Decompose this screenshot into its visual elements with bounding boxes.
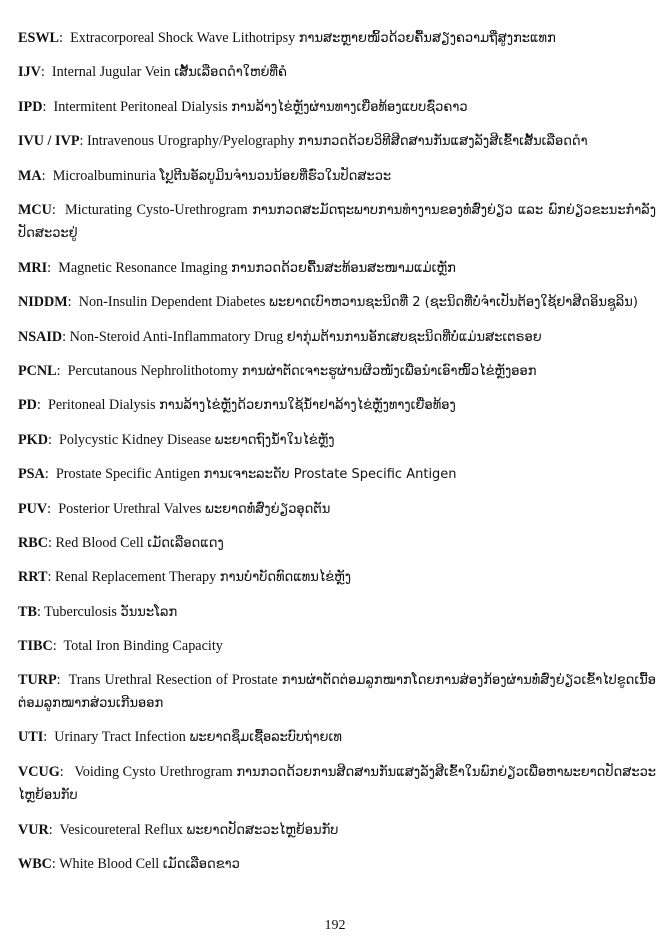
english-expansion: Intermitent Peritoneal Dialysis	[53, 98, 228, 115]
english-expansion: Magnetic Resonance Imaging	[58, 259, 228, 276]
abbreviation-term: PCNL	[18, 363, 57, 380]
abbreviation-term: ESWL	[18, 30, 60, 46]
abbreviation-separator: :	[56, 363, 68, 380]
abbreviation-term: IJV	[18, 64, 41, 81]
abbreviation-term: TIBC	[18, 638, 53, 655]
abbreviation-entry	[18, 429, 656, 453]
abbreviation-term: WBC	[18, 856, 52, 873]
abbreviation-entry	[18, 326, 656, 350]
abbreviation-term: PD	[18, 397, 37, 414]
abbreviation-term: PSA	[18, 466, 45, 483]
abbreviation-term: MA	[18, 167, 42, 184]
abbreviation-separator: :	[47, 569, 55, 586]
abbreviation-separator: :	[67, 294, 79, 311]
abbreviation-term: IPD	[18, 98, 43, 115]
lao-translation: ການລ້າງໄຂ່ຫຼັງຜ່ານທາງເຍື່ອທ້ອງແບບຊົ່ວຄາວ	[231, 99, 468, 115]
abbreviation-entry	[18, 761, 656, 808]
abbreviation-term: MCU	[18, 201, 52, 218]
abbreviation-entry	[18, 360, 656, 384]
abbreviation-separator: :	[47, 534, 56, 551]
lao-translation: ຢາກຸ່ມຕ້ານການອັກເສບຊະນິດທີ່ບໍ່ແມ່ນສະເຕຣອຍ	[286, 329, 542, 345]
abbreviation-separator: :	[52, 638, 64, 655]
lao-translation: ການກວດດ້ວຍຄື້ນສະທ້ອນສະໜາມແມ່ເຫຼັກ	[231, 260, 456, 276]
abbreviation-entry	[18, 27, 656, 51]
english-expansion: Non-Steroid Anti-Inflammatory Drug	[69, 328, 284, 345]
abbreviation-separator: :	[51, 201, 65, 218]
lao-translation: ພະຍາດຊຶມເຊື້ອລະບົບຖ່າຍເທ	[189, 730, 342, 746]
english-expansion: White Blood Cell	[59, 856, 160, 873]
english-expansion: Urinary Tract Infection	[54, 729, 186, 746]
abbreviation-entry	[18, 853, 656, 877]
abbreviation-separator: :	[36, 603, 45, 620]
abbreviation-separator: :	[59, 763, 75, 780]
abbreviation-term: RBC	[18, 534, 48, 551]
abbreviation-entry	[18, 130, 656, 154]
english-expansion: Renal Replacement Therapy	[54, 569, 217, 586]
abbreviation-entry	[18, 96, 656, 120]
abbreviation-entry	[18, 463, 656, 487]
lao-translation: ການຜ່າຕັດເຈາະຮູຜ່ານຜິວໜັງເພື່ອນຳເອົາໜິ້ວໄຂ່ຫຼັງອອກ	[241, 364, 537, 380]
abbreviation-term: NIDDM	[18, 294, 68, 311]
page-number: 192	[324, 918, 346, 933]
abbreviation-separator: :	[56, 671, 69, 688]
lao-translation: ການກວດດ້ວຍການສີດສານກັນແສງລັງສີເຂົ້າໃນພົກຍ່ຽວເພື່ອຫາພະຍາດປັດສະວະໄຫຼຍ້ອນກັບ	[18, 764, 657, 804]
abbreviation-term: VCUG	[18, 763, 60, 780]
english-expansion: Internal Jugular Vein	[51, 64, 171, 81]
abbreviation-separator: :	[36, 397, 48, 414]
english-expansion: Non-Insulin Dependent Diabetes	[78, 294, 266, 311]
english-expansion: Tuberculosis	[44, 603, 117, 620]
english-expansion: Polycystic Kidney Disease	[59, 431, 212, 448]
abbreviation-separator: :	[79, 133, 87, 150]
abbreviation-separator: :	[47, 431, 59, 448]
abbreviation-separator: :	[62, 328, 70, 345]
abbreviation-separator: :	[51, 856, 60, 873]
english-expansion: Total Iron Binding Capacity	[63, 638, 223, 655]
lao-translation: ພະຍາດຖົງນ້ຳໃນໄຂ່ຫຼັງ	[214, 432, 335, 448]
lao-translation: ການກວດດ້ວຍວິທີສີດສານກັນແສງລັງສີເຂົ້າເສັ້ນເລືອດດຳ	[298, 134, 588, 150]
abbreviation-separator: :	[44, 466, 56, 483]
lao-translation: ເມັດເລືອດຂາວ	[162, 857, 240, 873]
english-expansion: Peritoneal Dialysis	[47, 397, 156, 414]
abbreviation-term: NSAID	[18, 328, 63, 345]
english-expansion: Intravenous Urography/Pyelography	[86, 133, 295, 150]
abbreviation-entry	[18, 61, 656, 85]
abbreviation-entry	[18, 601, 656, 625]
lao-translation: ພະຍາດເບົາຫວານຊະນິດທີ່ 2 (ຊະນິດທີ່ບໍ່ຈຳເປັນຕ້ອງໃຊ້ຢາສີດອິນຊູລິນ)	[269, 295, 638, 311]
abbreviation-separator: :	[43, 729, 55, 746]
abbreviation-term: PKD	[18, 431, 48, 448]
english-expansion: Microalbuminuria	[52, 167, 156, 184]
english-expansion: Voiding Cysto Urethrogram	[74, 763, 233, 780]
lao-translation: ພະຍາດປັດສະວະໄຫຼຍ້ອນກັບ	[186, 822, 339, 838]
abbreviation-entry	[18, 165, 656, 189]
lao-translation: ວັນນະໂລກ	[120, 604, 178, 620]
abbreviation-entry	[18, 726, 656, 750]
abbreviation-entry	[18, 257, 656, 281]
abbreviation-term: IVU / IVP	[18, 133, 80, 150]
abbreviation-term: PUV	[18, 500, 48, 517]
english-expansion: Extracorporeal Shock Wave Lithotripsy	[70, 30, 296, 46]
abbreviation-term: MRI	[18, 259, 48, 276]
abbreviation-term: TB	[18, 603, 37, 620]
english-expansion: Prostate Specific Antigen	[55, 466, 201, 483]
lao-translation: ໂປຼຕີນອັລບູມິນຈຳນວນນ້ອຍທີ່ຮົ່ວໃນປັດສະວະ	[159, 168, 392, 184]
lao-translation: ການຜ່າຕັດຕ່ອມລູກໝາກໂດຍການສ່ອງກ້ອງຜ່ານທໍ່ສົ່ງຍ່ຽວເຂົ້າໄປຂູດເນື້ອຕ່ອມລູກໝາກສ່ວນເກີນອອກ	[18, 672, 657, 712]
abbreviation-term: UTI	[18, 729, 44, 746]
lao-translation: ການກວດສະມັດຖະພາບການທຳງານຂອງທໍ່ສົ່ງຍ່ຽວ ແລະ ພົກຍ່ຽວຂະນະກຳລັງປັດສະວະຢູ່	[18, 202, 656, 242]
abbreviation-separator: :	[47, 259, 59, 276]
abbreviation-separator: :	[41, 167, 53, 184]
abbreviation-entry	[18, 498, 656, 522]
abbreviation-separator: :	[59, 30, 71, 46]
lao-translation: ການເຈາະລະດັບ Prostate Specific Antigen	[203, 467, 457, 483]
abbreviation-entry	[18, 566, 656, 590]
abbreviation-entry	[18, 819, 656, 843]
abbreviation-entry	[18, 394, 656, 418]
abbreviation-entry	[18, 291, 656, 315]
english-expansion: Vesicoureteral Reflux	[59, 821, 183, 838]
lao-translation: ການບຳບັດທົດແທນໄຂ່ຫຼັງ	[219, 570, 352, 586]
lao-translation: ການລ້າງໄຂ່ຫຼັງດ້ວຍການໃຊ້ນ້ຳຢາລ້າງໄຂ່ຫຼັງທາງເຍື່ອທ້ອງ	[159, 398, 456, 414]
abbreviation-separator: :	[40, 64, 52, 81]
abbreviation-term: RRT	[18, 569, 48, 586]
abbreviation-separator: :	[42, 98, 54, 115]
abbreviation-term: TURP	[18, 671, 57, 688]
lao-translation: ພະຍາດທໍ່ສົ່ງຍ່ຽວອຸດຕັນ	[204, 501, 331, 517]
lao-translation: ເມັດເລືອດແດງ	[147, 535, 224, 551]
abbreviation-separator: :	[48, 821, 60, 838]
abbreviation-entry	[18, 635, 656, 658]
english-expansion: Trans Urethral Resection of Prostate	[68, 671, 278, 688]
abbreviation-entry	[18, 532, 656, 556]
abbreviation-list	[18, 27, 656, 887]
abbreviation-entry	[18, 669, 656, 716]
english-expansion: Posterior Urethral Valves	[58, 500, 202, 517]
abbreviation-entry	[18, 199, 656, 246]
lao-translation: ການສະຫຼາຍໜິ້ວດ້ວຍຄື້ນສຽງຄວາມຖີ່ສູງກະແທກ	[298, 31, 556, 46]
english-expansion: Micturating Cysto-Urethrogram	[64, 201, 248, 218]
abbreviation-term: VUR	[18, 821, 49, 838]
english-expansion: Red Blood Cell	[55, 534, 144, 551]
english-expansion: Percutanous Nephrolithotomy	[67, 363, 239, 380]
abbreviation-separator: :	[47, 500, 59, 517]
lao-translation: ເສັ້ນເລືອດດຳໃຫຍ່ທີ່ຄໍ	[174, 65, 287, 81]
